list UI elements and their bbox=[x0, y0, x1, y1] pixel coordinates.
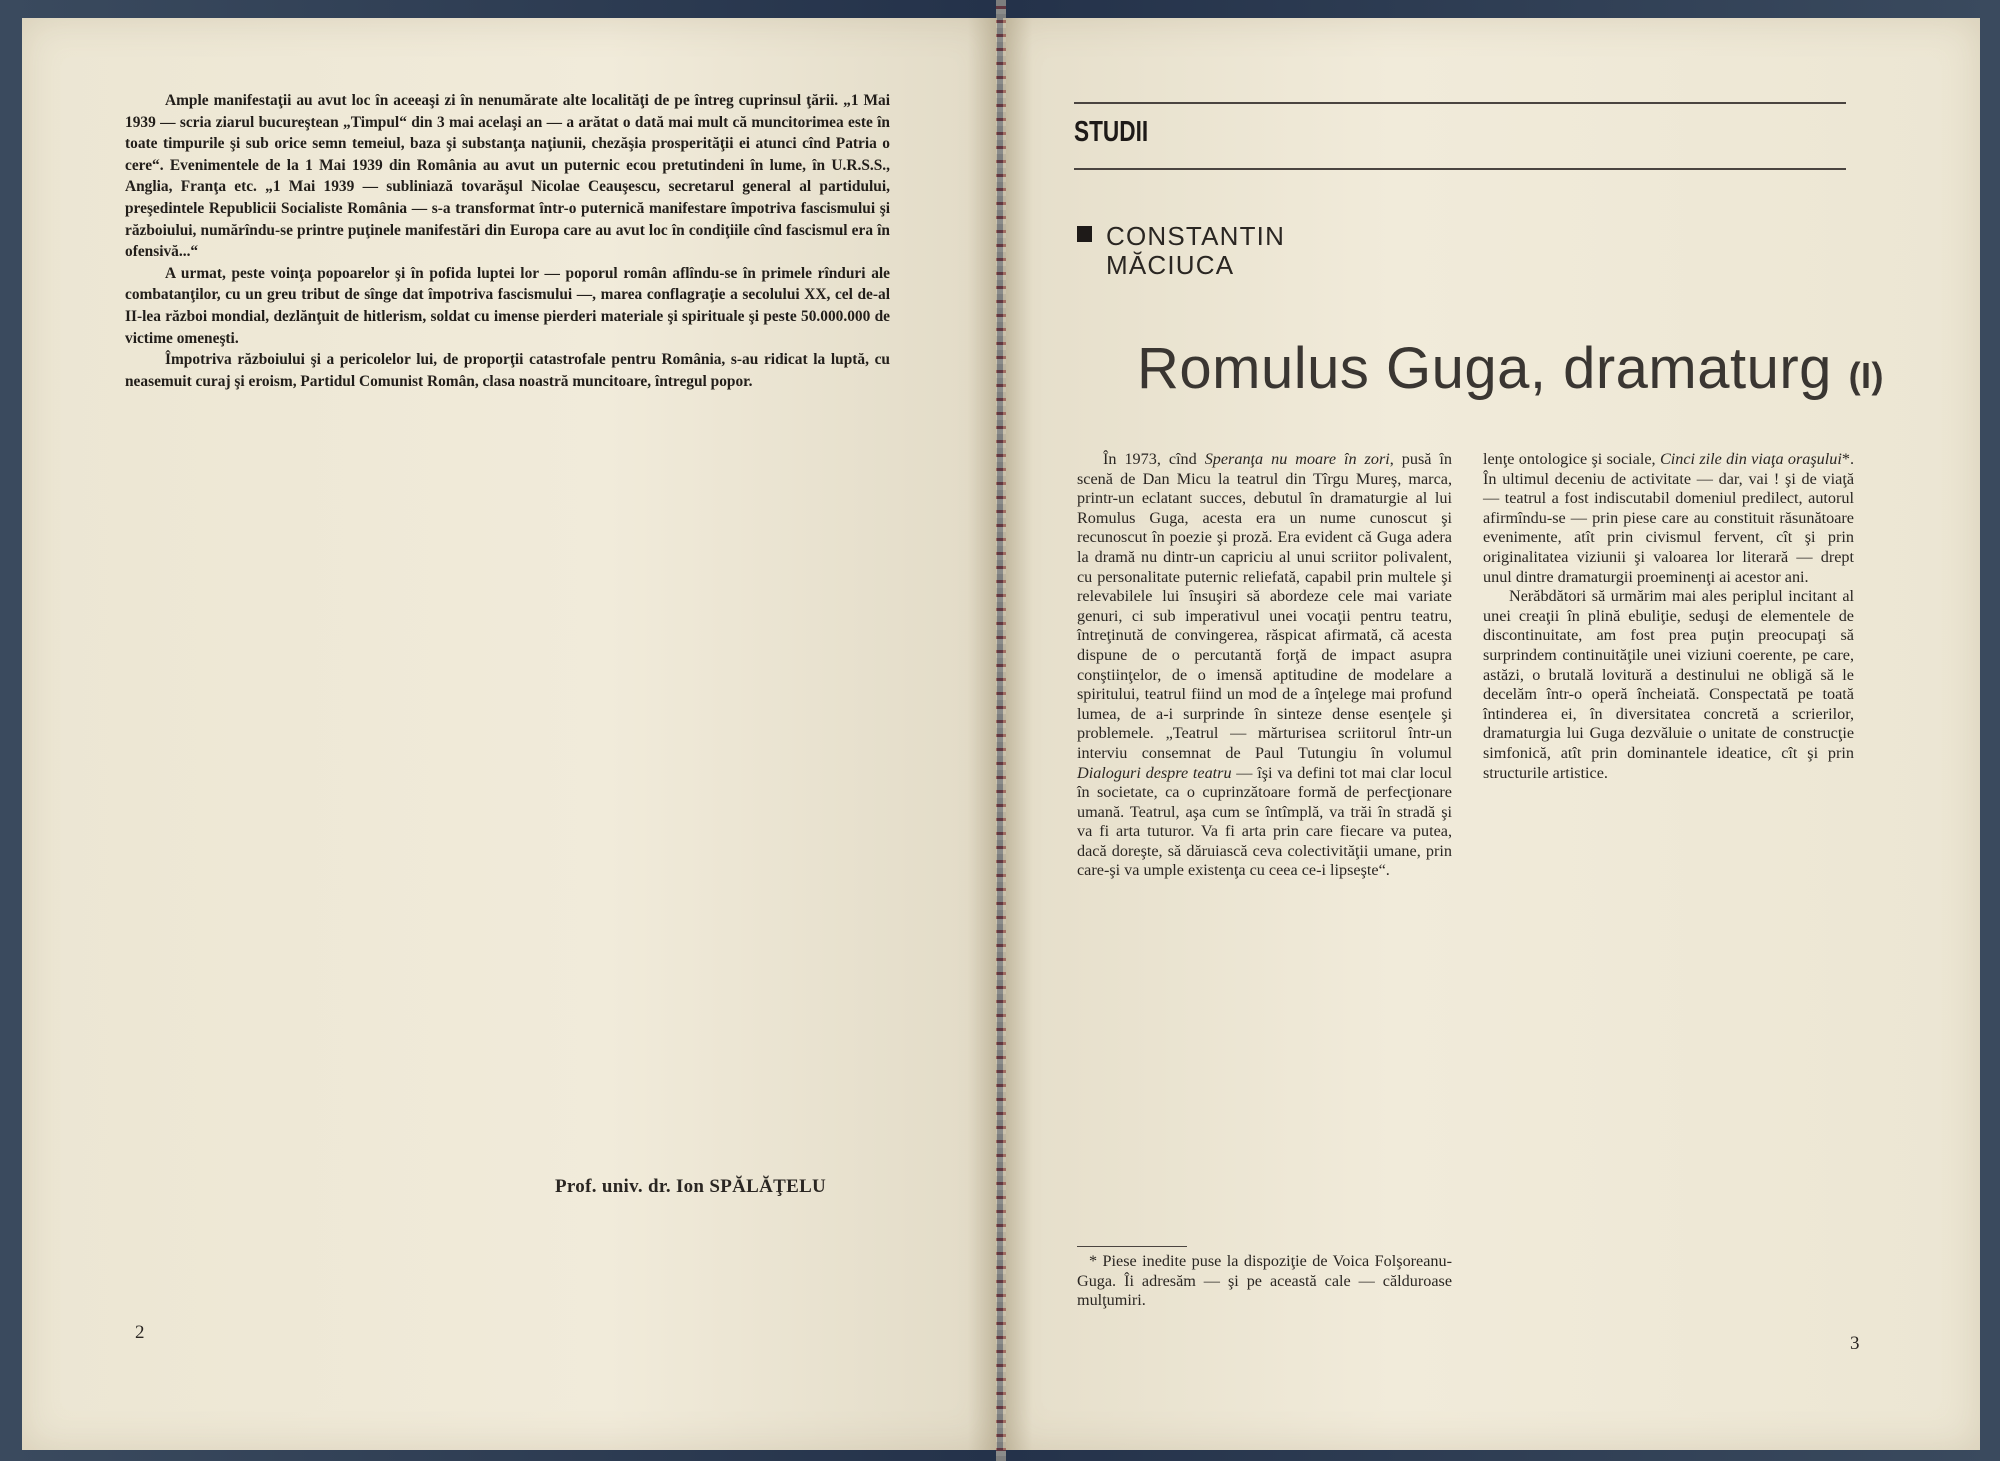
author-last-name: MĂCIUCA bbox=[1106, 250, 1235, 280]
author-signature: Prof. univ. dr. Ion SPĂLĂŢELU bbox=[555, 1176, 827, 1197]
article-title-text: Romulus Guga, dramaturg bbox=[1137, 336, 1832, 401]
left-page-text bbox=[125, 90, 890, 392]
text-run: În 1973, cînd bbox=[1103, 450, 1205, 468]
footnote-rule bbox=[1077, 1246, 1187, 1247]
paragraph bbox=[1483, 450, 1854, 587]
text-run: lenţe ontologice şi sociale, bbox=[1483, 450, 1660, 468]
text-run: , pusă în scenă de Dan Micu la teatrul din Tîrgu Mureş, marca, printr-un eclatant succes, debutul în dramaturgie al lui Romulus Guga, acesta era un nume cunoscut şi recunoscut în poezie şi proză. Era evident că Guga adera la dramă nu dintr-un capriciu al unui scriitor polivalent, cu personalitate puternic reliefată, capabil prin multele şi relevabilele lui însuşiri să abordeze cele mai variate genuri, ci sub imperativul unei vocaţii pentru teatru, întreţinută de convingerea, răspicat afirmată, că acesta dispune de o percutantă forţă de impact asupra conştiinţelor, de o imensă aptitudine de modelare a spiritului, teatrul fiind un mod de a înţelege mai profund lumea, de a-i surprinde în sinteze dense esenţele şi problemele. „Teatrul — mărturisea scriitorul într-un interviu consemnat de Paul Tutungiu în volumul bbox=[1077, 450, 1452, 762]
text-run-italic: Dialoguri despre teatru bbox=[1077, 763, 1232, 782]
footnote-text: * Piese inedite puse la dispoziţie de Voica Folşoreanu-Guga. Îi adresăm — şi pe această cale — călduroase mulţumiri. bbox=[1077, 1252, 1452, 1310]
paragraph: Ample manifestaţii au avut loc în aceeaşi zi în nenumărate alte localităţi de pe întreg cuprinsul ţării. „1 Mai 1939 — scria ziarul bucureştean „Timpul“ din 3 mai acelaşi an — a arătat o dată mai mult că muncitorimea este în toate timpurile şi sub orice semn temeiul, baza şi substanţa naţiunii, chezăşia prosperităţii ei atunci cînd Patria o cere“. Evenimentele de la 1 Mai 1939 din România au avut un puternic ecou pretutindeni în lume, în U.R.S.S., Anglia, Franţa etc. „1 Mai 1939 — subliniază tovarăşul Nicolae Ceauşescu, secretarul general al partidului, preşedintele Republicii Socialiste România — s-a transformat într-o puternică manifestare împotriva fascismului şi războiului, numărîndu-se printre puţinele manifestări din Europa care au avut loc în condiţiile cînd fascismul era în ofensivă...“ bbox=[125, 92, 890, 261]
article-title bbox=[1137, 335, 1884, 402]
text-run-italic: Speranţa nu moare în zori bbox=[1204, 450, 1390, 468]
article-title-part: (I) bbox=[1848, 355, 1885, 396]
section-rule bbox=[1074, 168, 1846, 170]
paragraph: Împotriva războiului şi a pericolelor lui, de proporţii catastrofale pentru România, s-au ridicat la luptă, cu neasemuit curaj şi eroism, Partidul Comunist Român, clasa noastră muncitoare, întregul popor. bbox=[125, 351, 890, 390]
author-name bbox=[1106, 222, 1285, 280]
author-first-name: CONSTANTIN bbox=[1106, 221, 1286, 251]
author-marker-square bbox=[1077, 226, 1092, 242]
text-run: — îşi va defini tot mai clar locul în societate, ca o cuprinzătoare formă de perfecţionare umană. Teatrul, aşa cum se întîmplă, va trăi în stradă şi va fi arta tuturor. Va fi arta prin care fiecare va putea, dacă doreşte, să dăruiască ceva colectivităţii umane, prin care-şi va umple existenţa cu ceea ce-i lipseşte“. bbox=[1077, 763, 1452, 880]
binding-thread bbox=[996, 0, 1006, 1461]
paragraph: A urmat, peste voinţa popoarelor şi în pofida luptei lor — poporul român aflîndu-se în primele rînduri ale combatanţilor, cu un greu tribut de sînge dat împotriva fascismului —, marea conflagraţie a secolului XX, cel de-al II-lea război mondial, dezlănţuit de hitlerism, soldat cu imense pierderi materiale şi spirituale şi peste 50.000.000 de victime omeneşti. bbox=[125, 264, 890, 347]
article-column-2 bbox=[1483, 450, 1854, 783]
page-number-left: 2 bbox=[135, 1322, 145, 1343]
text-run-italic: Cinci zile din viaţa oraşului bbox=[1659, 450, 1842, 468]
paragraph: Nerăbdători să urmărim mai ales periplul incitant al unei creaţii în plină ebuliţie, seduşi de elementele de discontinuitate, am fost prea puţin preocupaţi să surprindem continuităţile unei viziuni coerente, pe care, astăzi, o brutală lovitură a destinului ne obligă să le decelăm într-o operă încheiată. Conspectată pe toată întinderea ei, în diversitatea concretă a scrierilor, dramaturgia lui Guga dezvăluie o unitate de construcţie simfonică, atît prin dominantele ideatice, cît şi prin structurile artistice. bbox=[1483, 587, 1854, 782]
top-rule bbox=[1074, 102, 1846, 104]
article-column-1 bbox=[1077, 450, 1452, 881]
paragraph bbox=[1077, 450, 1452, 881]
text-run: *. În ultimul deceniu de activitate — dar, vai ! şi de viaţă — teatrul a fost indiscutabil domeniul predilect, autorul afirmîndu-se — prin piese care au constituit răsunătoare evenimente, atît prin civismul fervent, cît şi prin originalitatea viziunii şi valoarea lor literară — drept unul dintre dramaturgii proeminenţi ai acestor ani. bbox=[1483, 450, 1854, 586]
section-heading: STUDII bbox=[1074, 116, 1149, 148]
footnote bbox=[1077, 1252, 1452, 1311]
page-number-right: 3 bbox=[1850, 1333, 1860, 1354]
